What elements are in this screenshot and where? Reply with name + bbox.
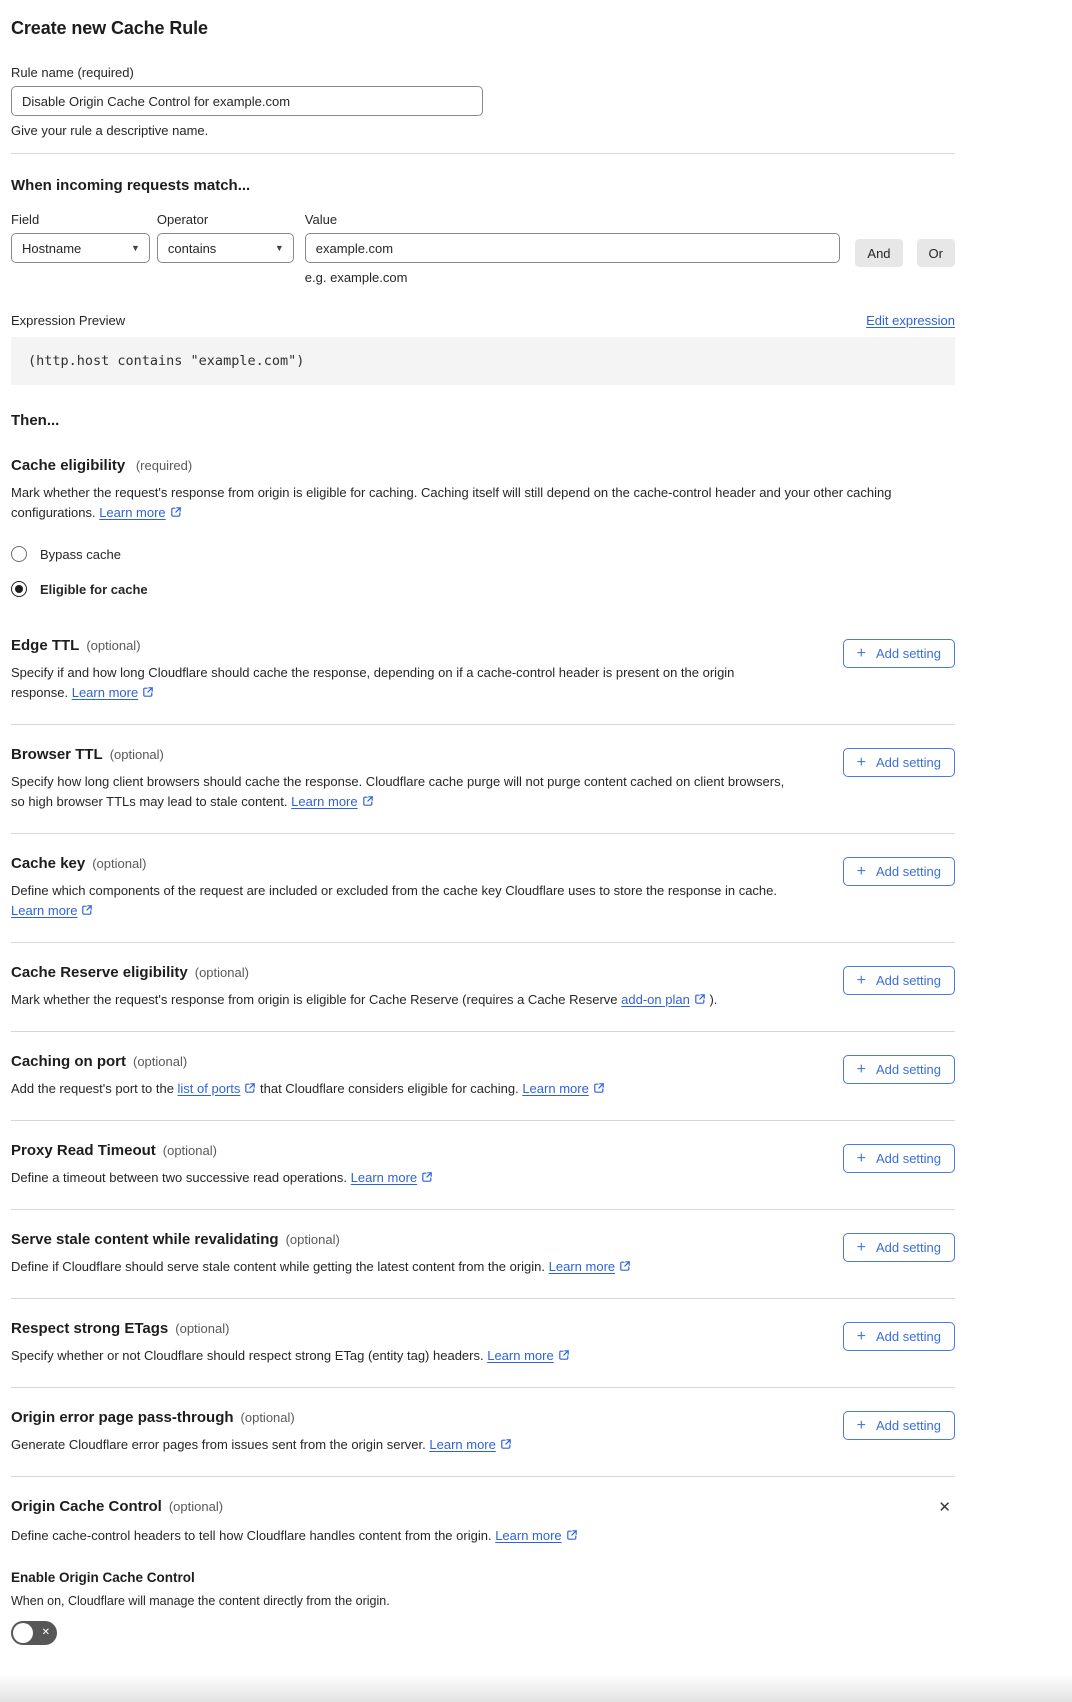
radio-selected-icon bbox=[11, 581, 27, 597]
expression-preview-label: Expression Preview bbox=[11, 313, 126, 328]
page-title: Create new Cache Rule bbox=[11, 18, 208, 38]
optional-tag: (optional) bbox=[162, 1143, 217, 1158]
external-link-icon bbox=[81, 902, 93, 922]
plus-icon: + bbox=[856, 971, 866, 989]
plus-icon: + bbox=[856, 644, 866, 662]
section-title: Cache key bbox=[11, 855, 86, 872]
add-setting-button[interactable]: + Add setting bbox=[843, 748, 955, 777]
enable-occ-description: When on, Cloudflare will manage the content directly from the origin. bbox=[11, 1594, 390, 1608]
learn-more-link[interactable]: Learn more bbox=[495, 1528, 562, 1543]
radio-eligible-for-cache[interactable] bbox=[11, 581, 955, 597]
optional-tag: (optional) bbox=[175, 1321, 230, 1336]
external-link-icon bbox=[421, 1169, 433, 1189]
external-link-icon bbox=[142, 684, 154, 704]
section-origin-cache-control: Origin Cache Control (optional) ✕ Define cache-control headers to tell how Cloudflare handles content from the origin. Learn more Enable Origin Cache Control When on, Cloudflare will manage the content directly from the origin. ✕ bbox=[11, 1477, 955, 1645]
radio-eligible-label: Eligible for cache bbox=[40, 581, 148, 597]
external-link-icon bbox=[558, 1347, 570, 1367]
cache-eligibility-title: Cache eligibility bbox=[11, 457, 126, 474]
optional-tag: (optional) bbox=[194, 965, 249, 980]
optional-tag: (optional) bbox=[240, 1410, 295, 1425]
optional-tag: (optional) bbox=[168, 1499, 224, 1514]
section-cache-key: Cache key (optional) Define which components of the request are included or excluded from the cache key Cloudflare uses to store the response in cache. Learn more + Add setting bbox=[11, 834, 955, 943]
cache-eligibility-required-tag: (required) bbox=[135, 458, 193, 473]
or-button[interactable]: Or bbox=[917, 239, 955, 267]
enable-occ-title: Enable Origin Cache Control bbox=[11, 1570, 195, 1585]
learn-more-link[interactable]: Learn more bbox=[522, 1081, 589, 1096]
section-title: Serve stale content while revalidating bbox=[11, 1231, 279, 1248]
close-icon[interactable]: ✕ bbox=[934, 1498, 955, 1517]
toggle-off-x-icon: ✕ bbox=[41, 1627, 50, 1638]
expression-code: (http.host contains "example.com") bbox=[11, 337, 955, 385]
section-title: Origin Cache Control bbox=[11, 1498, 162, 1515]
optional-tag: (optional) bbox=[86, 638, 141, 653]
add-setting-button[interactable]: + Add setting bbox=[843, 1144, 955, 1173]
section-title: Caching on port bbox=[11, 1053, 126, 1070]
chevron-down-icon: ▼ bbox=[274, 242, 284, 253]
bottom-scroll-fade bbox=[0, 1674, 1072, 1702]
add-setting-button[interactable]: + Add setting bbox=[843, 1055, 955, 1084]
match-heading: When incoming requests match... bbox=[11, 177, 251, 194]
cache-rule-form bbox=[11, 0, 955, 1645]
add-setting-button[interactable]: + Add setting bbox=[843, 1322, 955, 1351]
add-setting-button[interactable]: + Add setting bbox=[843, 1411, 955, 1440]
add-setting-button[interactable]: + Add setting bbox=[843, 857, 955, 886]
plus-icon: + bbox=[856, 1416, 866, 1434]
cache-eligibility-description: Mark whether the request's response from origin is eligible for caching. Caching itself will still depend on the cache-control header and your other caching configurations. Learn more bbox=[11, 483, 955, 524]
optional-tag: (optional) bbox=[92, 856, 147, 871]
section-title: Edge TTL bbox=[11, 637, 80, 654]
external-link-icon bbox=[694, 991, 706, 1011]
learn-more-link[interactable]: Learn more bbox=[350, 1170, 418, 1185]
section-edge-ttl: Edge TTL (optional) Specify if and how long Cloudflare should cache the response, depending on if a cache-control header is present on the origin response. Learn more + Add setting bbox=[11, 616, 955, 725]
list-of-ports-link[interactable]: list of ports bbox=[177, 1081, 241, 1096]
match-condition-row bbox=[11, 212, 955, 285]
learn-more-link[interactable]: Learn more bbox=[71, 685, 139, 700]
enable-occ-toggle[interactable] bbox=[11, 1621, 57, 1645]
external-link-icon bbox=[170, 504, 182, 524]
add-setting-button[interactable]: + Add setting bbox=[843, 966, 955, 995]
radio-bypass-cache[interactable] bbox=[11, 546, 955, 562]
rule-name-helper: Give your rule a descriptive name. bbox=[11, 123, 209, 138]
cache-eligibility-block bbox=[11, 457, 955, 597]
expression-preview-row bbox=[11, 313, 955, 328]
section-title: Cache Reserve eligibility bbox=[11, 964, 188, 981]
learn-more-link[interactable]: Learn more bbox=[429, 1437, 496, 1452]
section-title: Origin error page pass-through bbox=[11, 1409, 234, 1426]
plus-icon: + bbox=[856, 753, 866, 771]
section-title: Respect strong ETags bbox=[11, 1320, 169, 1337]
plus-icon: + bbox=[856, 1327, 866, 1345]
edit-expression-link[interactable]: Edit expression bbox=[866, 313, 955, 328]
optional-tag: (optional) bbox=[133, 1054, 188, 1069]
rule-name-group bbox=[11, 65, 955, 138]
section-caching-on-port: Caching on port (optional) Add the request's port to the list of ports that Cloudflare considers eligible for caching. Learn more + Add setting bbox=[11, 1032, 955, 1121]
and-button[interactable]: And bbox=[855, 239, 902, 267]
learn-more-link[interactable]: Learn more bbox=[487, 1348, 554, 1363]
external-link-icon bbox=[593, 1080, 605, 1100]
then-heading: Then... bbox=[11, 412, 60, 429]
add-on-plan-link[interactable]: add-on plan bbox=[621, 992, 690, 1007]
learn-more-link[interactable]: Learn more bbox=[548, 1259, 616, 1274]
section-title: Browser TTL bbox=[11, 746, 103, 763]
plus-icon: + bbox=[856, 1238, 866, 1256]
value-helper: e.g. example.com bbox=[304, 270, 408, 285]
section-respect-etags: Respect strong ETags (optional) Specify whether or not Cloudflare should respect strong ETag (entity tag) headers. Learn more + Add setting bbox=[11, 1299, 955, 1388]
operator-select[interactable] bbox=[157, 233, 294, 263]
optional-tag: (optional) bbox=[285, 1232, 340, 1247]
section-serve-stale: Serve stale content while revalidating (optional) Define if Cloudflare should serve stale content while getting the latest content from the origin. Learn more + Add setting bbox=[11, 1210, 955, 1299]
external-link-icon bbox=[619, 1258, 631, 1278]
rule-name-input[interactable] bbox=[11, 86, 483, 116]
field-select[interactable] bbox=[11, 233, 150, 263]
toggle-knob bbox=[13, 1623, 33, 1643]
section-origin-error-passthrough: Origin error page pass-through (optional) Generate Cloudflare error pages from issues sent from the origin server. Learn more + Add setting bbox=[11, 1388, 955, 1477]
radio-bypass-label: Bypass cache bbox=[40, 546, 121, 562]
external-link-icon bbox=[362, 793, 374, 813]
divider bbox=[11, 153, 955, 154]
learn-more-link[interactable]: Learn more bbox=[291, 794, 358, 809]
add-setting-button[interactable]: + Add setting bbox=[843, 639, 955, 668]
section-browser-ttl: Browser TTL (optional) Specify how long client browsers should cache the response. Cloudflare cache purge will not purge content cached on client browsers, so high browser TTLs may lead to stale content. Learn more + Add setting bbox=[11, 725, 955, 834]
section-proxy-read-timeout: Proxy Read Timeout (optional) Define a timeout between two successive read operations. Learn more + Add setting bbox=[11, 1121, 955, 1210]
radio-icon bbox=[11, 546, 27, 562]
cache-eligibility-options bbox=[11, 546, 955, 597]
operator-label: Operator bbox=[156, 212, 209, 227]
field-select-value: Hostname bbox=[22, 240, 82, 256]
plus-icon: + bbox=[856, 1149, 866, 1167]
external-link-icon bbox=[244, 1080, 256, 1100]
plus-icon: + bbox=[856, 1060, 866, 1078]
chevron-down-icon: ▼ bbox=[130, 242, 140, 253]
field-label: Field bbox=[11, 212, 40, 227]
add-setting-button[interactable]: + Add setting bbox=[843, 1233, 955, 1262]
plus-icon: + bbox=[856, 862, 866, 880]
value-label: Value bbox=[304, 212, 338, 227]
rule-name-label: Rule name (required) bbox=[11, 65, 134, 80]
value-input[interactable] bbox=[305, 233, 841, 263]
operator-select-value: contains bbox=[167, 240, 217, 256]
section-title: Proxy Read Timeout bbox=[11, 1142, 156, 1159]
external-link-icon bbox=[500, 1436, 512, 1456]
optional-tag: (optional) bbox=[109, 747, 164, 762]
external-link-icon bbox=[566, 1527, 578, 1547]
learn-more-link[interactable]: Learn more bbox=[11, 903, 78, 918]
learn-more-link[interactable]: Learn more bbox=[99, 505, 166, 520]
section-cache-reserve: Cache Reserve eligibility (optional) Mark whether the request's response from origin is eligible for Cache Reserve (requires a Cache Reserve add-on plan ). + Add setting bbox=[11, 943, 955, 1032]
